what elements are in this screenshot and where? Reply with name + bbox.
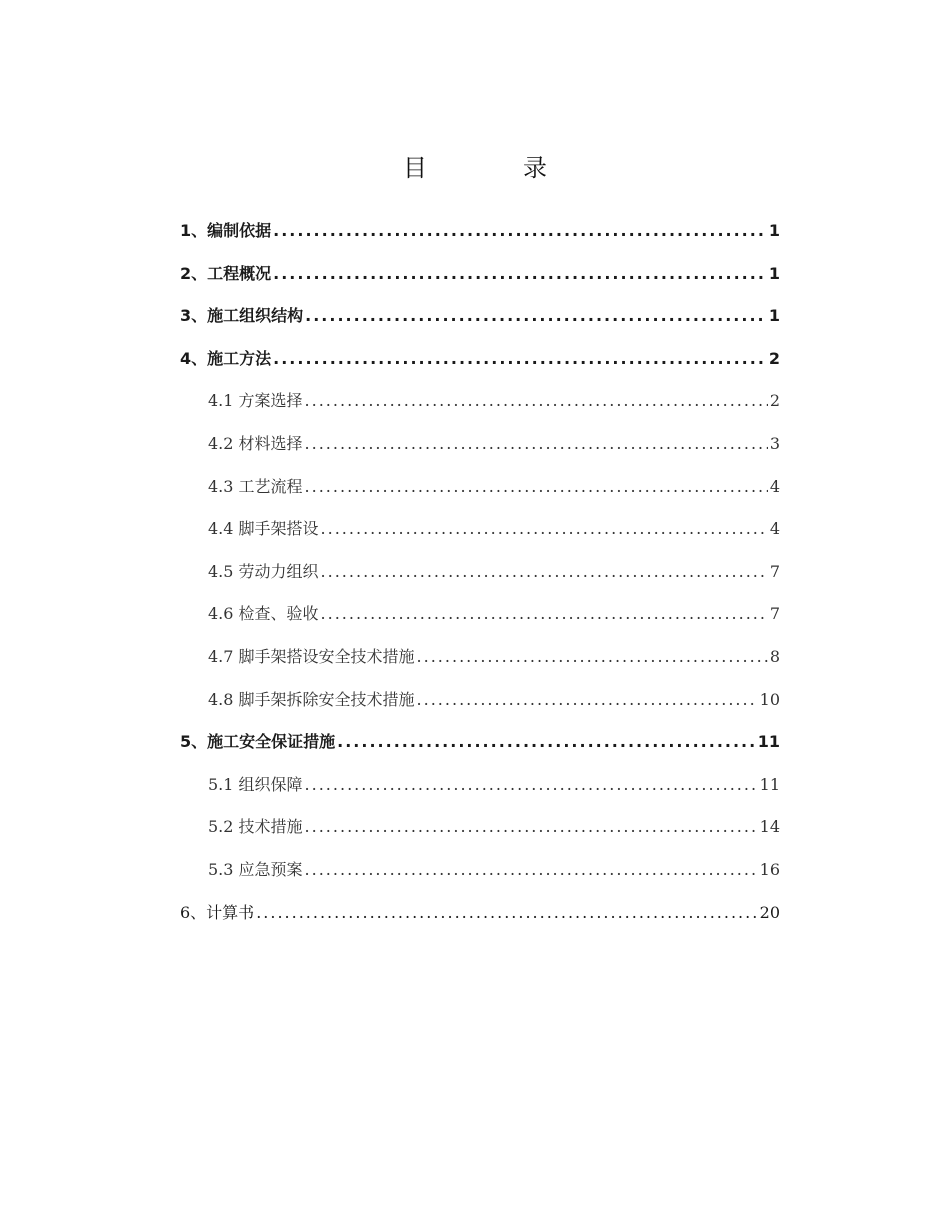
toc-entry[interactable] [180,210,780,253]
toc-entry-page: 1 [768,263,780,283]
toc-entry-page: 20 [759,902,780,922]
toc-entry[interactable] [180,551,780,594]
toc-entry-label: 4.5 劳动力组织 [208,561,319,581]
toc-entry[interactable] [180,636,780,679]
toc-entry-page: 4 [769,519,780,539]
toc-entry-label: 4.4 脚手架搭设 [208,519,319,539]
toc-entry[interactable] [180,253,780,296]
toc-dot-leader [337,721,756,764]
toc-entry-label: 4.6 检查、验收 [208,604,319,624]
toc-entry-page: 14 [759,817,780,837]
toc-list [180,210,780,934]
toc-entry-page: 11 [757,732,780,752]
toc-dot-leader [305,806,758,849]
toc-dot-leader [305,295,767,338]
toc-dot-leader [305,764,758,807]
toc-entry-page: 4 [769,476,780,496]
toc-entry-page: 2 [768,348,780,368]
toc-entry[interactable] [180,508,780,551]
toc-entry[interactable] [180,679,780,722]
toc-entry[interactable] [180,806,780,849]
toc-dot-leader [417,636,768,679]
toc-entry[interactable] [180,849,780,892]
toc-entry-label: 4.7 脚手架搭设安全技术措施 [208,646,415,666]
toc-entry[interactable] [180,466,780,509]
toc-dot-leader [273,338,767,381]
toc-entry[interactable] [180,764,780,807]
toc-entry-label: 6、计算书 [180,902,255,922]
toc-entry-label: 4.8 脚手架拆除安全技术措施 [208,689,415,709]
toc-entry-page: 10 [759,689,780,709]
toc-dot-leader [305,466,768,509]
toc-entry-page: 11 [759,774,780,794]
toc-entry-label: 4.3 工艺流程 [208,476,303,496]
toc-entry-page: 1 [768,221,780,240]
toc-dot-leader [273,253,767,296]
toc-dot-leader [321,593,768,636]
toc-entry-label: 5.1 组织保障 [208,774,303,794]
toc-entry[interactable] [180,892,780,935]
toc-entry-page: 7 [769,561,780,581]
toc-entry-page: 3 [769,433,780,453]
toc-entry-label: 4.2 材料选择 [208,433,303,453]
toc-entry-label: 5.2 技术措施 [208,817,303,837]
toc-entry[interactable] [180,593,780,636]
toc-dot-leader [305,849,758,892]
toc-entry[interactable] [180,338,780,381]
toc-entry-page: 16 [759,859,780,879]
toc-dot-leader [273,210,767,253]
toc-entry-label: 2、工程概况 [180,263,272,283]
toc-entry-label: 1、编制依据 [180,221,272,240]
toc-dot-leader [417,679,758,722]
toc-dot-leader [305,380,768,423]
toc-entry[interactable] [180,721,780,764]
toc-entry-page: 1 [768,306,780,326]
toc-entry-page: 8 [769,646,780,666]
toc-entry-label: 4.1 方案选择 [208,391,303,411]
toc-title: 目 录 [403,154,583,182]
toc-dot-leader [321,508,768,551]
toc-entry-page: 2 [769,391,780,411]
toc-entry-label: 5、施工安全保证措施 [180,732,336,752]
toc-dot-leader [305,423,768,466]
toc-entry[interactable] [180,380,780,423]
toc-entry[interactable] [180,295,780,338]
toc-entry-label: 4、施工方法 [180,348,272,368]
toc-entry-label: 5.3 应急预案 [208,859,303,879]
toc-dot-leader [256,892,757,935]
toc-entry[interactable] [180,423,780,466]
toc-entry-page: 7 [769,604,780,624]
toc-dot-leader [321,551,768,594]
toc-entry-label: 3、施工组织结构 [180,306,304,326]
